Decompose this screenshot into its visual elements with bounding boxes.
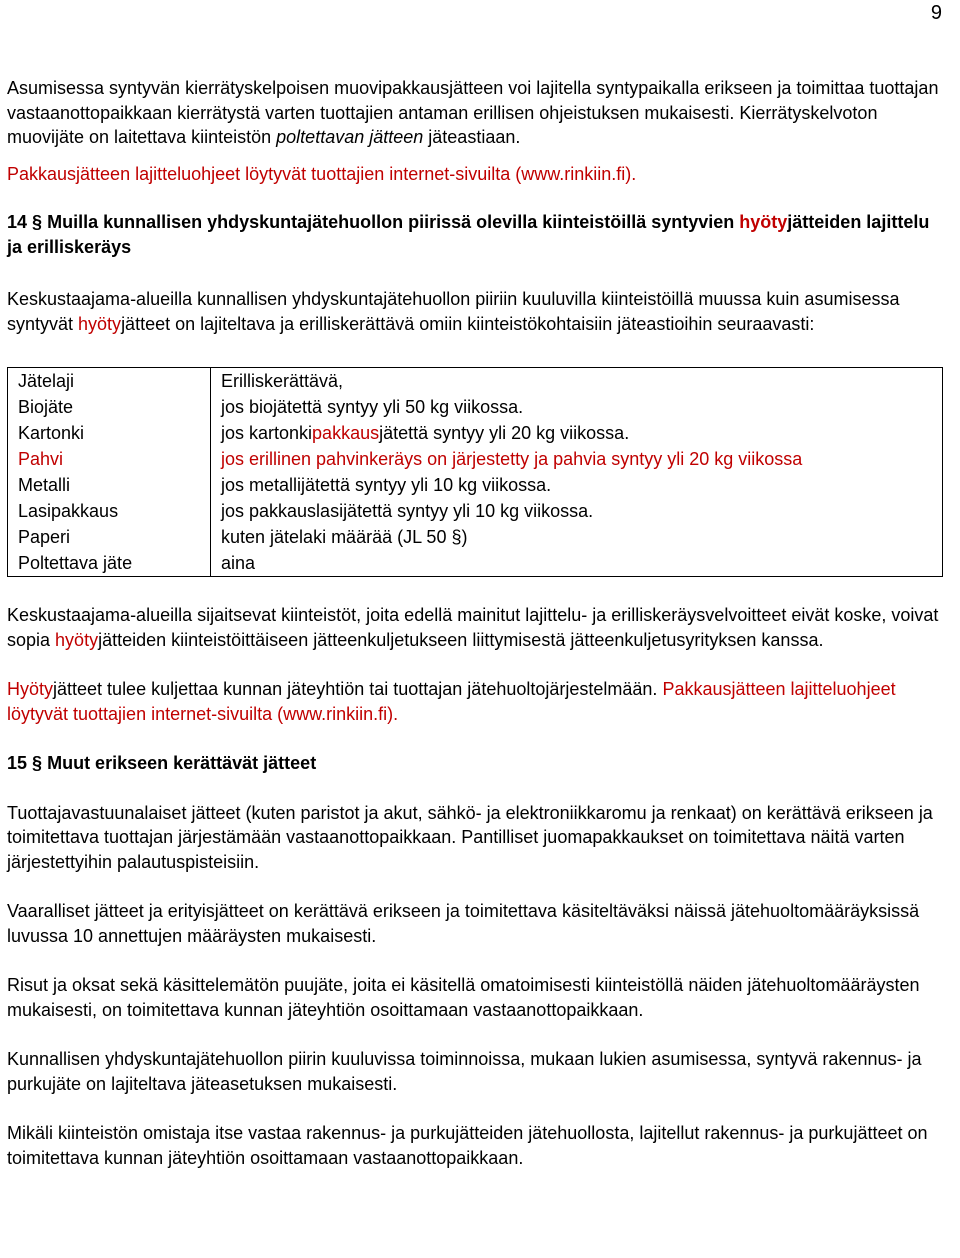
rule-text-end: jätettä syntyy yli 20 kg viikossa. [379, 423, 630, 443]
paragraph-highlight: Hyöty [7, 679, 54, 699]
packaging-guide-link-text: Pakkausjätteen lajitteluohjeet löytyvät tuottajien internet-sivuilta (www.rinkiin.fi). [7, 679, 896, 724]
paragraph-text-end: jätteet on lajiteltava ja erilliskerättävä omiin kiinteistökohtaisiin jäteastioihin seuraavasti: [121, 313, 815, 334]
collection-rule-cell: jos metallijätettä syntyy yli 10 kg viikossa. [211, 472, 943, 498]
waste-sorting-table [7, 367, 943, 577]
section-symbol: § [32, 753, 43, 773]
collection-rule-cell: jos pakkauslasijätettä syntyy yli 10 kg viikossa. [211, 498, 943, 524]
table-row [8, 550, 943, 577]
section-title: Muilla kunnallisen yhdyskuntajätehuollon piirissä olevilla kiinteistöillä syntyvien [47, 212, 740, 232]
paragraph-text-end: jätteiden kiinteistöittäiseen jätteenkuljetukseen liittymisestä jätteenkuljetusyrityksen kanssa. [98, 629, 824, 650]
collection-rule-cell: jos erillinen pahvinkeräys on järjestetty ja pahvia syntyy yli 20 kg viikossa [211, 446, 943, 472]
collection-rule-cell: jos biojätettä syntyy yli 50 kg viikossa. [211, 394, 943, 420]
hazardous-waste-paragraph: Vaaralliset jätteet ja erityisjätteet on kerättävä erikseen ja toimitettava käsiteltäväksi näissä jätehuoltomääräyksissä luvussa 10 annettujen määräysten mukaisesti. [7, 901, 920, 946]
construction-waste-paragraph: Kunnallisen yhdyskuntajätehuollon piirin kuuluvissa toiminnoissa, mukaan lukien asumisessa, syntyvä rakennus- ja purkujäte on lajiteltava jäteasetuksen mukaisesti. [7, 1049, 922, 1094]
rule-highlight: pakkaus [312, 423, 380, 443]
section-14-paragraph [7, 287, 943, 336]
table-row [8, 498, 943, 524]
table-row [8, 472, 943, 498]
intro-italic-text: poltettavan jätteen [276, 127, 424, 147]
collection-rule-cell: kuten jätelaki määrää (JL 50 §) [211, 524, 943, 550]
branches-wood-paragraph: Risut ja oksat sekä käsittelemätön puujäte, joita ei käsitellä omatoimisesti kiinteistöllä näiden jätehuoltomääräysten mukaisesti, on toimitettava kunnan jäteyhtiön osoittamaan vastaanottopaikkaan. [7, 975, 920, 1020]
waste-type-cell: Poltettava jäte [8, 550, 211, 577]
section-14-heading [7, 210, 943, 259]
table-row [8, 524, 943, 550]
intro-paragraph [7, 76, 943, 150]
collection-rule-cell: aina [211, 550, 943, 577]
packaging-guide-note: Pakkausjätteen lajitteluohjeet löytyvät tuottajien internet-sivuilta (www.rinkiin.fi). [7, 163, 637, 184]
paragraph-highlight: hyöty [55, 629, 99, 650]
waste-type-cell: Lasipakkaus [8, 498, 211, 524]
paragraph-text: Keskustaajama-alueilla sijaitsevat kiinteistöt, joita edellä mainitut lajittelu- ja erilliskeräysvelvoitteet eivät koske, voivat sopia [7, 605, 939, 650]
waste-type-cell: Kartonki [8, 420, 211, 446]
rule-text: jos kartonki [221, 423, 313, 443]
intro-text: Asumisessa syntyvän kierrätyskelpoisen muovipakkausjätteen voi lajitella syntypaikalla erikseen ja toimittaa tuottajan vastaanottopaikkaan kierrätystä varten tuottajien antaman erillisen ohjeistuksen mukaisesti. Kierrätyskelvoton muovijäte on laitettava kiinteistön [7, 78, 939, 147]
section-15-heading [7, 751, 943, 776]
collection-rule-cell [211, 420, 943, 446]
paragraph-text: Keskustaajama-alueilla kunnallisen yhdyskuntajätehuollon piiriin kuuluvilla kiinteistöillä muussa kuin asumisessa syntyvät [7, 289, 900, 334]
waste-type-cell: Biojäte [8, 394, 211, 420]
section-symbol: § [32, 212, 43, 232]
intro-text-end: jäteastiaan. [423, 127, 521, 147]
delivery-paragraph [7, 677, 943, 726]
paragraph-highlight: hyöty [78, 313, 122, 334]
table-row [8, 394, 943, 420]
section-title-end: jätteiden lajittelu ja erilliskeräys [7, 212, 930, 257]
waste-type-cell: Pahvi [8, 446, 211, 472]
owner-responsibility-paragraph: Mikäli kiinteistön omistaja itse vastaa rakennus- ja purkujätteiden jätehuollosta, lajitellut rakennus- ja purkujätteet on toimitettava kunnan jäteyhtiön osoittamaan vastaanottopaikkaan. [7, 1123, 928, 1168]
paragraph-text: jätteet tulee kuljettaa kunnan jäteyhtiön tai tuottajan jätehuoltojärjestelmään. [53, 679, 663, 699]
exemption-paragraph [7, 603, 943, 652]
header-waste-type: Jätelaji [8, 368, 211, 395]
section-number: 14 [7, 212, 28, 232]
section-title: Muut erikseen kerättävät jätteet [47, 753, 317, 773]
waste-type-cell: Metalli [8, 472, 211, 498]
section-title-highlight: hyöty [739, 212, 788, 232]
section-number: 15 [7, 753, 28, 773]
producer-responsibility-paragraph: Tuottajavastuunalaiset jätteet (kuten paristot ja akut, sähkö- ja elektroniikkaromu ja renkaat) on kerättävä erikseen ja toimitettava tuottajan järjestämään vastaanottopaikkaan. Pantilliset juomapakkaukset on toimitettava näitä varten järjestettyihin palautuspisteisiin. [7, 802, 933, 872]
table-row [8, 446, 943, 472]
table-row [8, 420, 943, 446]
table-header-row [8, 368, 943, 395]
page-number: 9 [930, 2, 942, 24]
document-body [7, 76, 943, 1170]
waste-type-cell: Paperi [8, 524, 211, 550]
header-collection-rule: Erilliskerättävä, [211, 368, 943, 395]
